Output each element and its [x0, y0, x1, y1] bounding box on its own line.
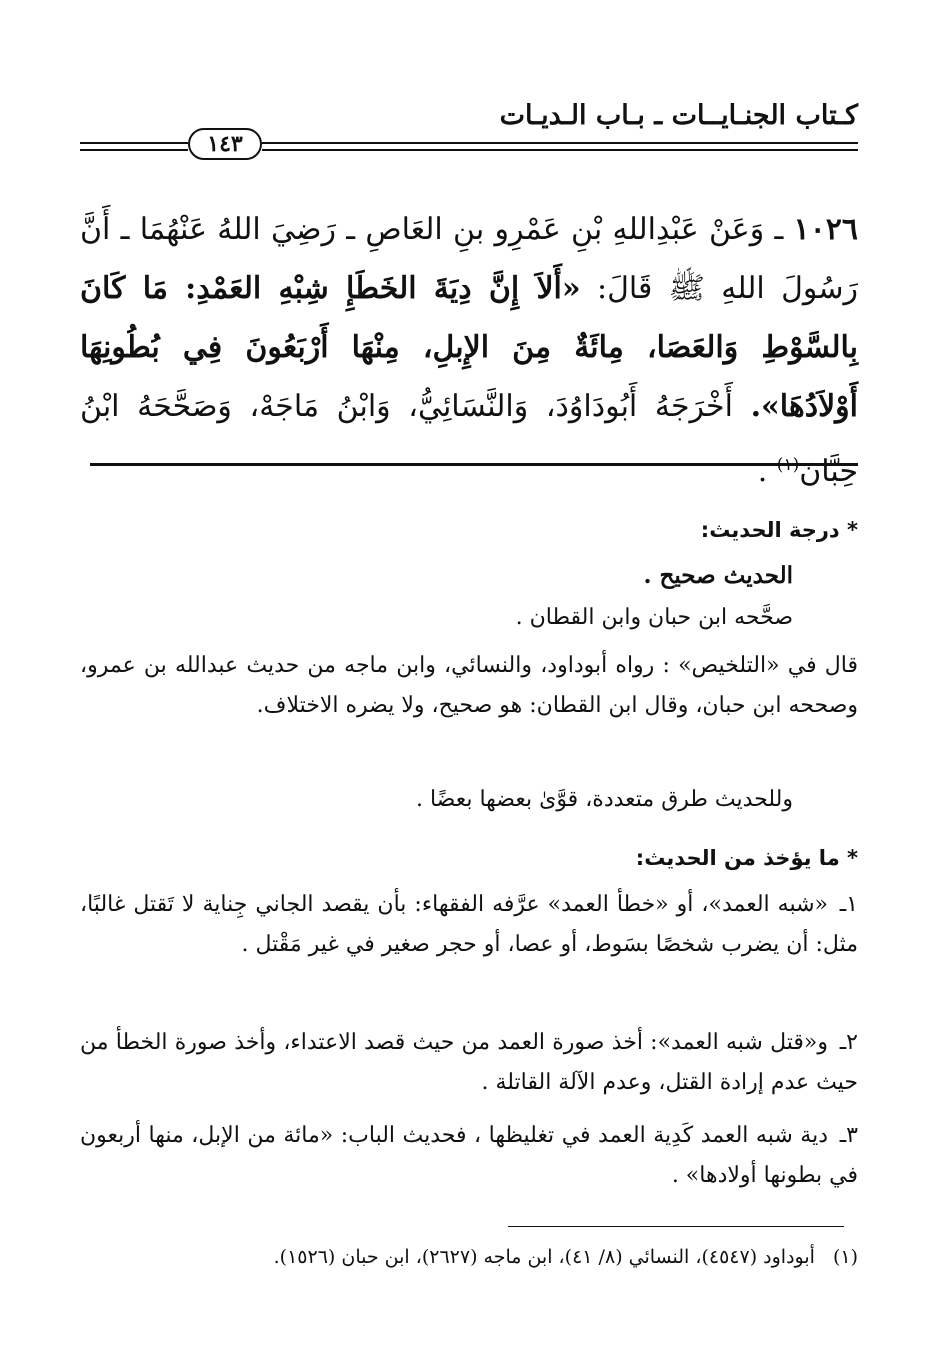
hadith-intro: ـ وَعَنْ عَبْدِاللهِ بْنِ عَمْرِو بنِ العَاصِ ـ رَضِيَ اللهُ عَنْهُمَا ـ أَنَّ رَسُولَ اللهِ ﷺ قَالَ:: [80, 212, 858, 306]
benefit-item-number: ٢ـ: [839, 1030, 858, 1055]
benefit-item-text: «شبه العمد»، أو «خطأ العمد» عرَّفه الفقهاء: بأن يقصد الجاني جِناية لا تَقتل غالبًا، مثل: أن يضرب شخصًا بسَوط، أو عصا، أو حجر صغير في غير مَقْتل .: [80, 892, 858, 957]
hadith-takhrij: أَخْرَجَهُ أَبُودَاوُدَ، وَالنَّسَائِيُّ، وَابْنُ مَاجَهْ، وَصَحَّحَهُ ابْنُ حِبَّانَ: [80, 389, 858, 489]
footnote-reference: (١): [776, 455, 800, 475]
benefit-item-text: دية شبه العمد كَدِية العمد في تغليظها ، فحديث الباب: «مائة من الإبل، منها أربعون في بطونها أولادها» .: [80, 1123, 858, 1188]
header-rule-left: [80, 142, 188, 151]
footnote-mark: (١): [832, 1246, 858, 1268]
grade-verdict: الحديث صحيح .: [643, 562, 793, 589]
grade-section-title: * درجة الحديث:: [700, 518, 858, 542]
hadith-quote: «أَلاَ إِنَّ دِيَةَ الخَطَإِ شِبْهِ العَمْدِ: مَا كَانَ بِالسَّوْطِ وَالعَصَا، مِائَةٌ مِنَ الإِبلِ، مِنْهَا أَرْبَعُونَ فِي بُطُونِهَا أَوْلاَدُهَا».: [80, 271, 859, 424]
footnote-text: أبوداود (٤٥٤٧)، النسائي (٨/ ٤١)، ابن ماجه (٢٦٢٧)، ابن حبان (١٥٢٦).: [273, 1246, 815, 1268]
header-rule-right: [262, 142, 858, 151]
footnote-rule: [508, 1226, 844, 1227]
benefit-item-text: و«قتل شبه العمد»: أخذ صورة العمد من حيث قصد الاعتداء، وأخذ صورة الخطأ من حيث عدم إرادة القتل، وعدم الآلة القاتلة .: [80, 1030, 858, 1095]
footnote: [80, 1246, 858, 1268]
hadith-text: [80, 200, 858, 501]
benefit-item-number: ٣ـ: [839, 1123, 858, 1148]
grade-paragraph: قال في «التلخيص» : رواه أبوداود، والنسائي، وابن ماجه من حديث عبدالله بن عمرو، وصححه ابن حبان، وقال ابن القطان: هو صحيح، ولا يضره الاختلاف.: [80, 653, 858, 718]
benefit-item-number: ١ـ: [839, 892, 858, 917]
benefit-item-3: [80, 1116, 858, 1196]
running-header-title: كـتاب الجنـايــات ـ بـاب الـديـات: [499, 100, 858, 131]
page-number: ١٤٣: [188, 128, 262, 160]
grade-line-2: صحَّحه ابن حبان وابن القطان .: [515, 605, 793, 630]
benefit-item-2: [80, 1023, 858, 1103]
benefits-section-title: * ما يؤخذ من الحديث:: [635, 846, 858, 870]
hadith-number: ١٠٢٦: [793, 212, 858, 247]
benefit-item-1: [80, 885, 858, 965]
grade-line-4: وللحديث طرق متعددة، قوَّىٰ بعضها بعضًا .: [415, 787, 793, 812]
hadith-end: .: [757, 454, 768, 489]
section-divider: [90, 463, 858, 466]
